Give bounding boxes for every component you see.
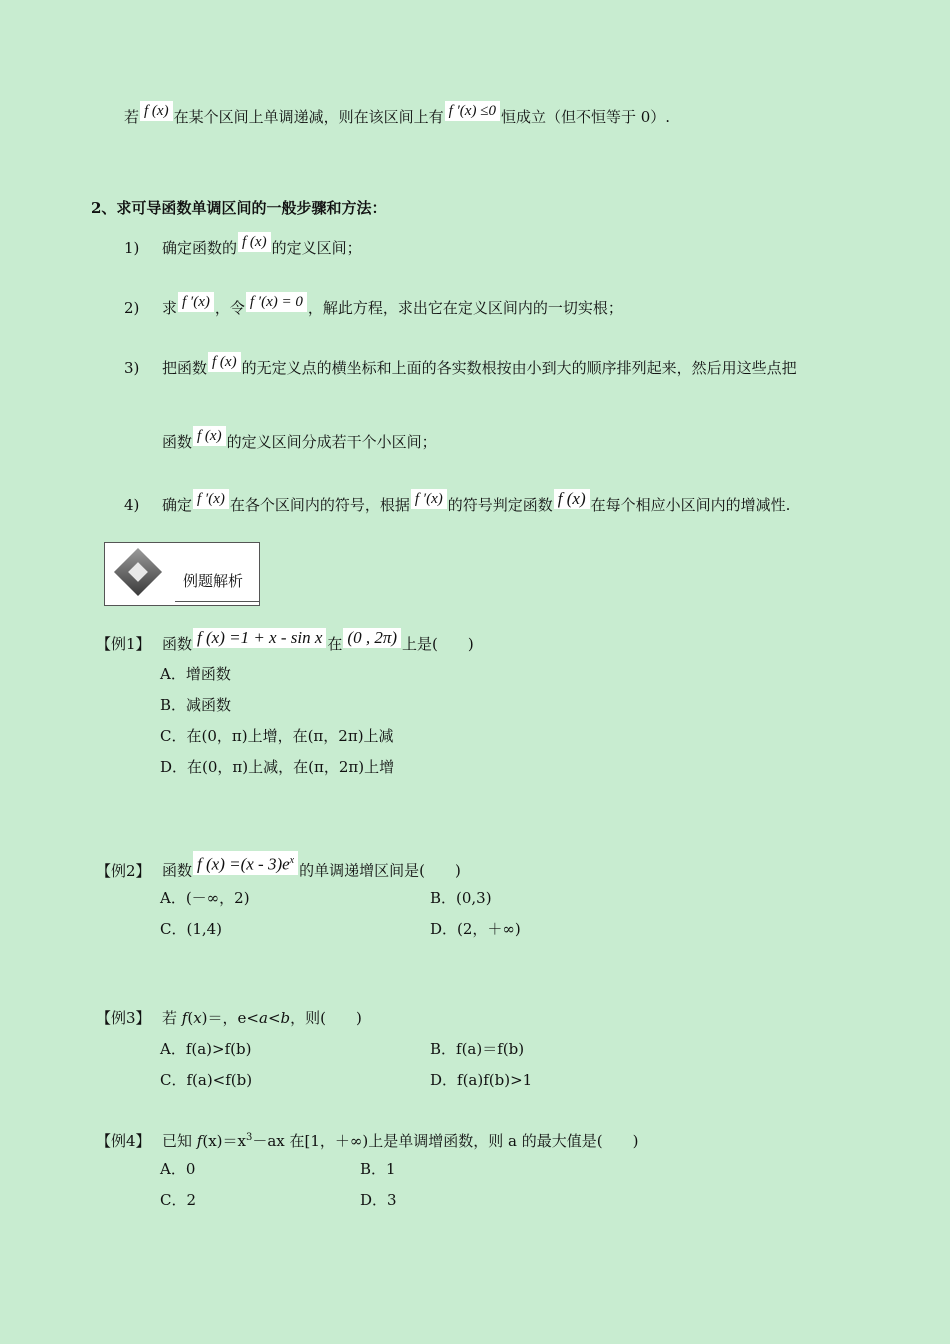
option-a[interactable]: A．f(a)>f(b) [160, 1040, 252, 1058]
question-text: ，则( ) [290, 1009, 362, 1027]
option-d[interactable]: D．在(0，π)上减，在(π，2π)上增 [160, 758, 395, 776]
question-text: 在 [327, 635, 343, 653]
exponent: 3 [245, 1132, 253, 1143]
intro-text-pre: 若 [124, 108, 140, 126]
step-text: 在每个相应小区间内的增减性. [590, 496, 791, 514]
option-a[interactable]: A．增函数 [160, 665, 231, 683]
example-tag: 【例3】 [96, 1009, 151, 1027]
formula-fprime: f ′(x) [178, 292, 214, 312]
formula-ex2-body: f (x) =(x - 3)e [197, 854, 290, 874]
step-number: 4) [124, 496, 140, 514]
step-text: 的定义区间； [271, 239, 362, 257]
example-tag: 【例2】 [96, 861, 151, 880]
option-a[interactable]: A．(－∞，2) [160, 889, 250, 907]
question-text: a [258, 1009, 268, 1027]
option-c[interactable]: C．f(a)<f(b) [160, 1071, 253, 1089]
question-text: 函数 [162, 861, 193, 880]
question-text: 若 [162, 1009, 182, 1027]
divider [175, 601, 259, 602]
option-d[interactable]: D．3 [360, 1191, 397, 1209]
option-d[interactable]: D．(2，＋∞) [430, 920, 521, 938]
formula-fprime-le-zero: f ′(x) ≤0 [445, 101, 500, 121]
example-tag: 【例4】 [96, 1132, 151, 1150]
option-b[interactable]: B．减函数 [160, 696, 232, 714]
step-text: 在各个区间内的符号，根据 [229, 496, 410, 514]
option-c[interactable]: C．2 [160, 1191, 197, 1209]
step-text: 把函数 [162, 359, 208, 377]
intro-line [124, 103, 671, 128]
formula-fprime: f ′(x) [411, 489, 447, 509]
option-c[interactable]: C．(1,4) [160, 920, 223, 938]
formula-ex2 [193, 851, 298, 875]
formula-fprime-eq-zero: f ′(x) = 0 [246, 292, 307, 312]
example-tag: 【例1】 [96, 635, 151, 653]
intro-text-post: 恒成立（但不恒等于 0）. [500, 108, 671, 126]
option-b[interactable]: B．f(a)＝f(b) [430, 1040, 525, 1058]
question-text: f [181, 1009, 188, 1027]
question-text: < [267, 1009, 281, 1027]
question-text: (x)＝x [202, 1132, 246, 1150]
step-2 [124, 294, 623, 319]
formula-fx: f (x) [208, 352, 241, 372]
step-text: 的定义区间分成若干个小区间； [226, 433, 437, 451]
example-2-question [96, 854, 461, 881]
formula-fx: f (x) [238, 232, 271, 252]
question-text: 上是( ) [402, 635, 474, 653]
step-text: ，解此方程，求出它在定义区间内的一切实根； [307, 299, 623, 317]
formula-interval: (0 , 2π) [343, 628, 401, 648]
step-1 [124, 234, 362, 259]
step-text: 的无定义点的横坐标和上面的各实数根按由小到大的顺序排列起来，然后用这些点把 [241, 359, 797, 377]
step-text: 确定函数的 [162, 239, 238, 257]
step-number: 1) [124, 239, 140, 257]
step-number: 3) [124, 359, 140, 377]
step-text: 确定 [162, 496, 193, 514]
step-3 [124, 354, 797, 379]
step-text: ，令 [214, 299, 245, 317]
step-text: 函数 [162, 433, 193, 451]
option-b[interactable]: B．1 [360, 1160, 396, 1178]
formula-fx: f (x) [193, 426, 226, 446]
question-text: 的单调递增区间是( ) [299, 861, 461, 880]
intro-text-mid: 在某个区间上单调递减，则在该区间上有 [173, 108, 444, 126]
step-text: 求 [162, 299, 178, 317]
option-a[interactable]: A．0 [160, 1160, 196, 1178]
question-text: 已知 [162, 1132, 197, 1150]
formula-fx: f (x) [554, 489, 590, 509]
example-section-label: 例题解析 [183, 572, 244, 590]
formula-fx: f (x) [140, 101, 173, 121]
option-b[interactable]: B．(0,3) [430, 889, 492, 907]
question-text: f [196, 1132, 203, 1150]
formula-ex2-exponent: x [289, 855, 295, 866]
example-3-question [96, 1008, 362, 1028]
section-heading: 2、求可导函数单调区间的一般步骤和方法： [91, 199, 387, 217]
step-4 [124, 489, 791, 516]
question-text: )＝，e< [201, 1009, 259, 1027]
formula-ex1: f (x) =1 + x - sin x [193, 628, 326, 648]
example-1-question [96, 628, 474, 654]
question-text: －ax 在[1，＋∞)上是单调增函数，则 a 的最大值是( ) [252, 1132, 639, 1150]
option-d[interactable]: D．f(a)f(b)>1 [430, 1071, 533, 1089]
step-number: 2) [124, 299, 140, 317]
question-text: 函数 [162, 635, 193, 653]
question-text: ( [187, 1009, 194, 1027]
question-text: x [193, 1009, 202, 1027]
question-text: b [280, 1009, 291, 1027]
step-3-continued [162, 428, 437, 453]
option-c[interactable]: C．在(0，π)上增，在(π，2π)上减 [160, 727, 394, 745]
example-4-question [96, 1128, 638, 1151]
step-text: 的符号判定函数 [447, 496, 553, 514]
formula-fprime: f ′(x) [193, 489, 229, 509]
example-section-box [104, 542, 260, 606]
